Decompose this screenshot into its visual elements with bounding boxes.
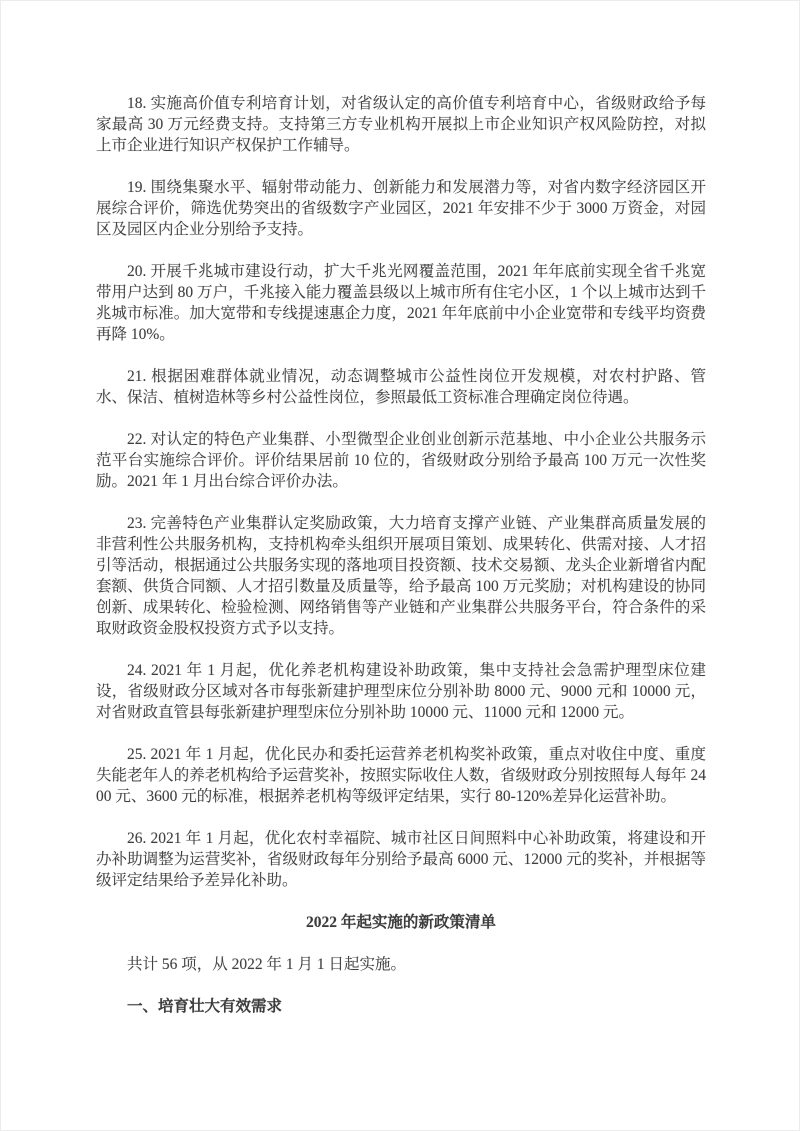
policy-item-24: 24. 2021 年 1 月起，优化养老机构建设补助政策，集中支持社会急需护理型床位建设，省级财政分区域对各市每张新建护理型床位分别补助 8000 元、9000 元和 10000 元，对省财政直管县每张新建护理型床位分别补助 10000 元、11000 元和 12000 元。	[96, 662, 706, 721]
policy-item-23: 23. 完善特色产业集群认定奖励政策，大力培育支撑产业链、产业集群高质量发展的非营利性公共服务机构，支持机构牵头组织开展项目策划、成果转化、供需对接、人才招引等活动，根据通过公共服务实现的落地项目投资额、技术交易额、龙头企业新增省内配套额、供货合同额、人才招引数量及质量等，给予最高 100 万元奖励；对机构建设的协同创新、成果转化、检验检测、网络销售等产业链和产业集群公共服务平台，符合条件的采取财政资金股权投资方式予以支持。	[96, 515, 706, 637]
policy-item-26: 26. 2021 年 1 月起，优化农村幸福院、城市社区日间照料中心补助政策，将建设和开办补助调整为运营奖补，省级财政每年分别给予最高 6000 元、12000 元的奖补，并根据等级评定结果给予差异化补助。	[96, 830, 706, 889]
policy-item-18: 18. 实施高价值专利培育计划，对省级认定的高价值专利培育中心，省级财政给予每家最高 30 万元经费支持。支持第三方专业机构开展拟上市企业知识产权风险防控，对拟上市企业进行知识产权保护工作辅导。	[96, 95, 706, 154]
summary-line: 共计 56 项，从 2022 年 1 月 1 日起实施。	[127, 956, 407, 973]
policy-item-22: 22. 对认定的特色产业集群、小型微型企业创业创新示范基地、中小企业公共服务示范平台实施综合评价。评价结果居前 10 位的，省级财政分别给予最高 100 万元一次性奖励。2021 年 1 月出台综合评价办法。	[96, 431, 706, 490]
policy-item-20: 20. 开展千兆城市建设行动，扩大千兆光网覆盖范围，2021 年年底前实现全省千兆宽带用户达到 80 万户，千兆接入能力覆盖县级以上城市所有住宅小区，1 个以上城市达到千兆城市标准。加大宽带和专线提速惠企力度，2021 年年底前中小企业宽带和专线平均资费再降 10%。	[96, 263, 706, 343]
policy-item-21: 21. 根据困难群体就业情况，动态调整城市公益性岗位开发规模，对农村护路、管水、保洁、植树造林等乡村公益性岗位，参照最低工资标准合理确定岗位待遇。	[96, 368, 706, 406]
section-heading-cultivate-demand: 一、培育壮大有效需求	[127, 998, 283, 1015]
policy-item-19: 19. 围绕集聚水平、辐射带动能力、创新能力和发展潜力等，对省内数字经济园区开展综合评价，筛选优势突出的省级数字产业园区，2021 年安排不少于 3000 万资金，对园区及园区内企业分别给予支持。	[96, 179, 706, 238]
policy-item-25: 25. 2021 年 1 月起，优化民办和委托运营养老机构奖补政策，重点对收住中度、重度失能老年人的养老机构给予运营奖补，按照实际收住人数，省级财政分别按照每人每年 2400 元、3600 元的标准，根据养老机构等级评定结果，实行 80-120%差异化运营补助。	[96, 746, 706, 805]
new-policy-list-heading: 2022 年起实施的新政策清单	[306, 914, 496, 931]
